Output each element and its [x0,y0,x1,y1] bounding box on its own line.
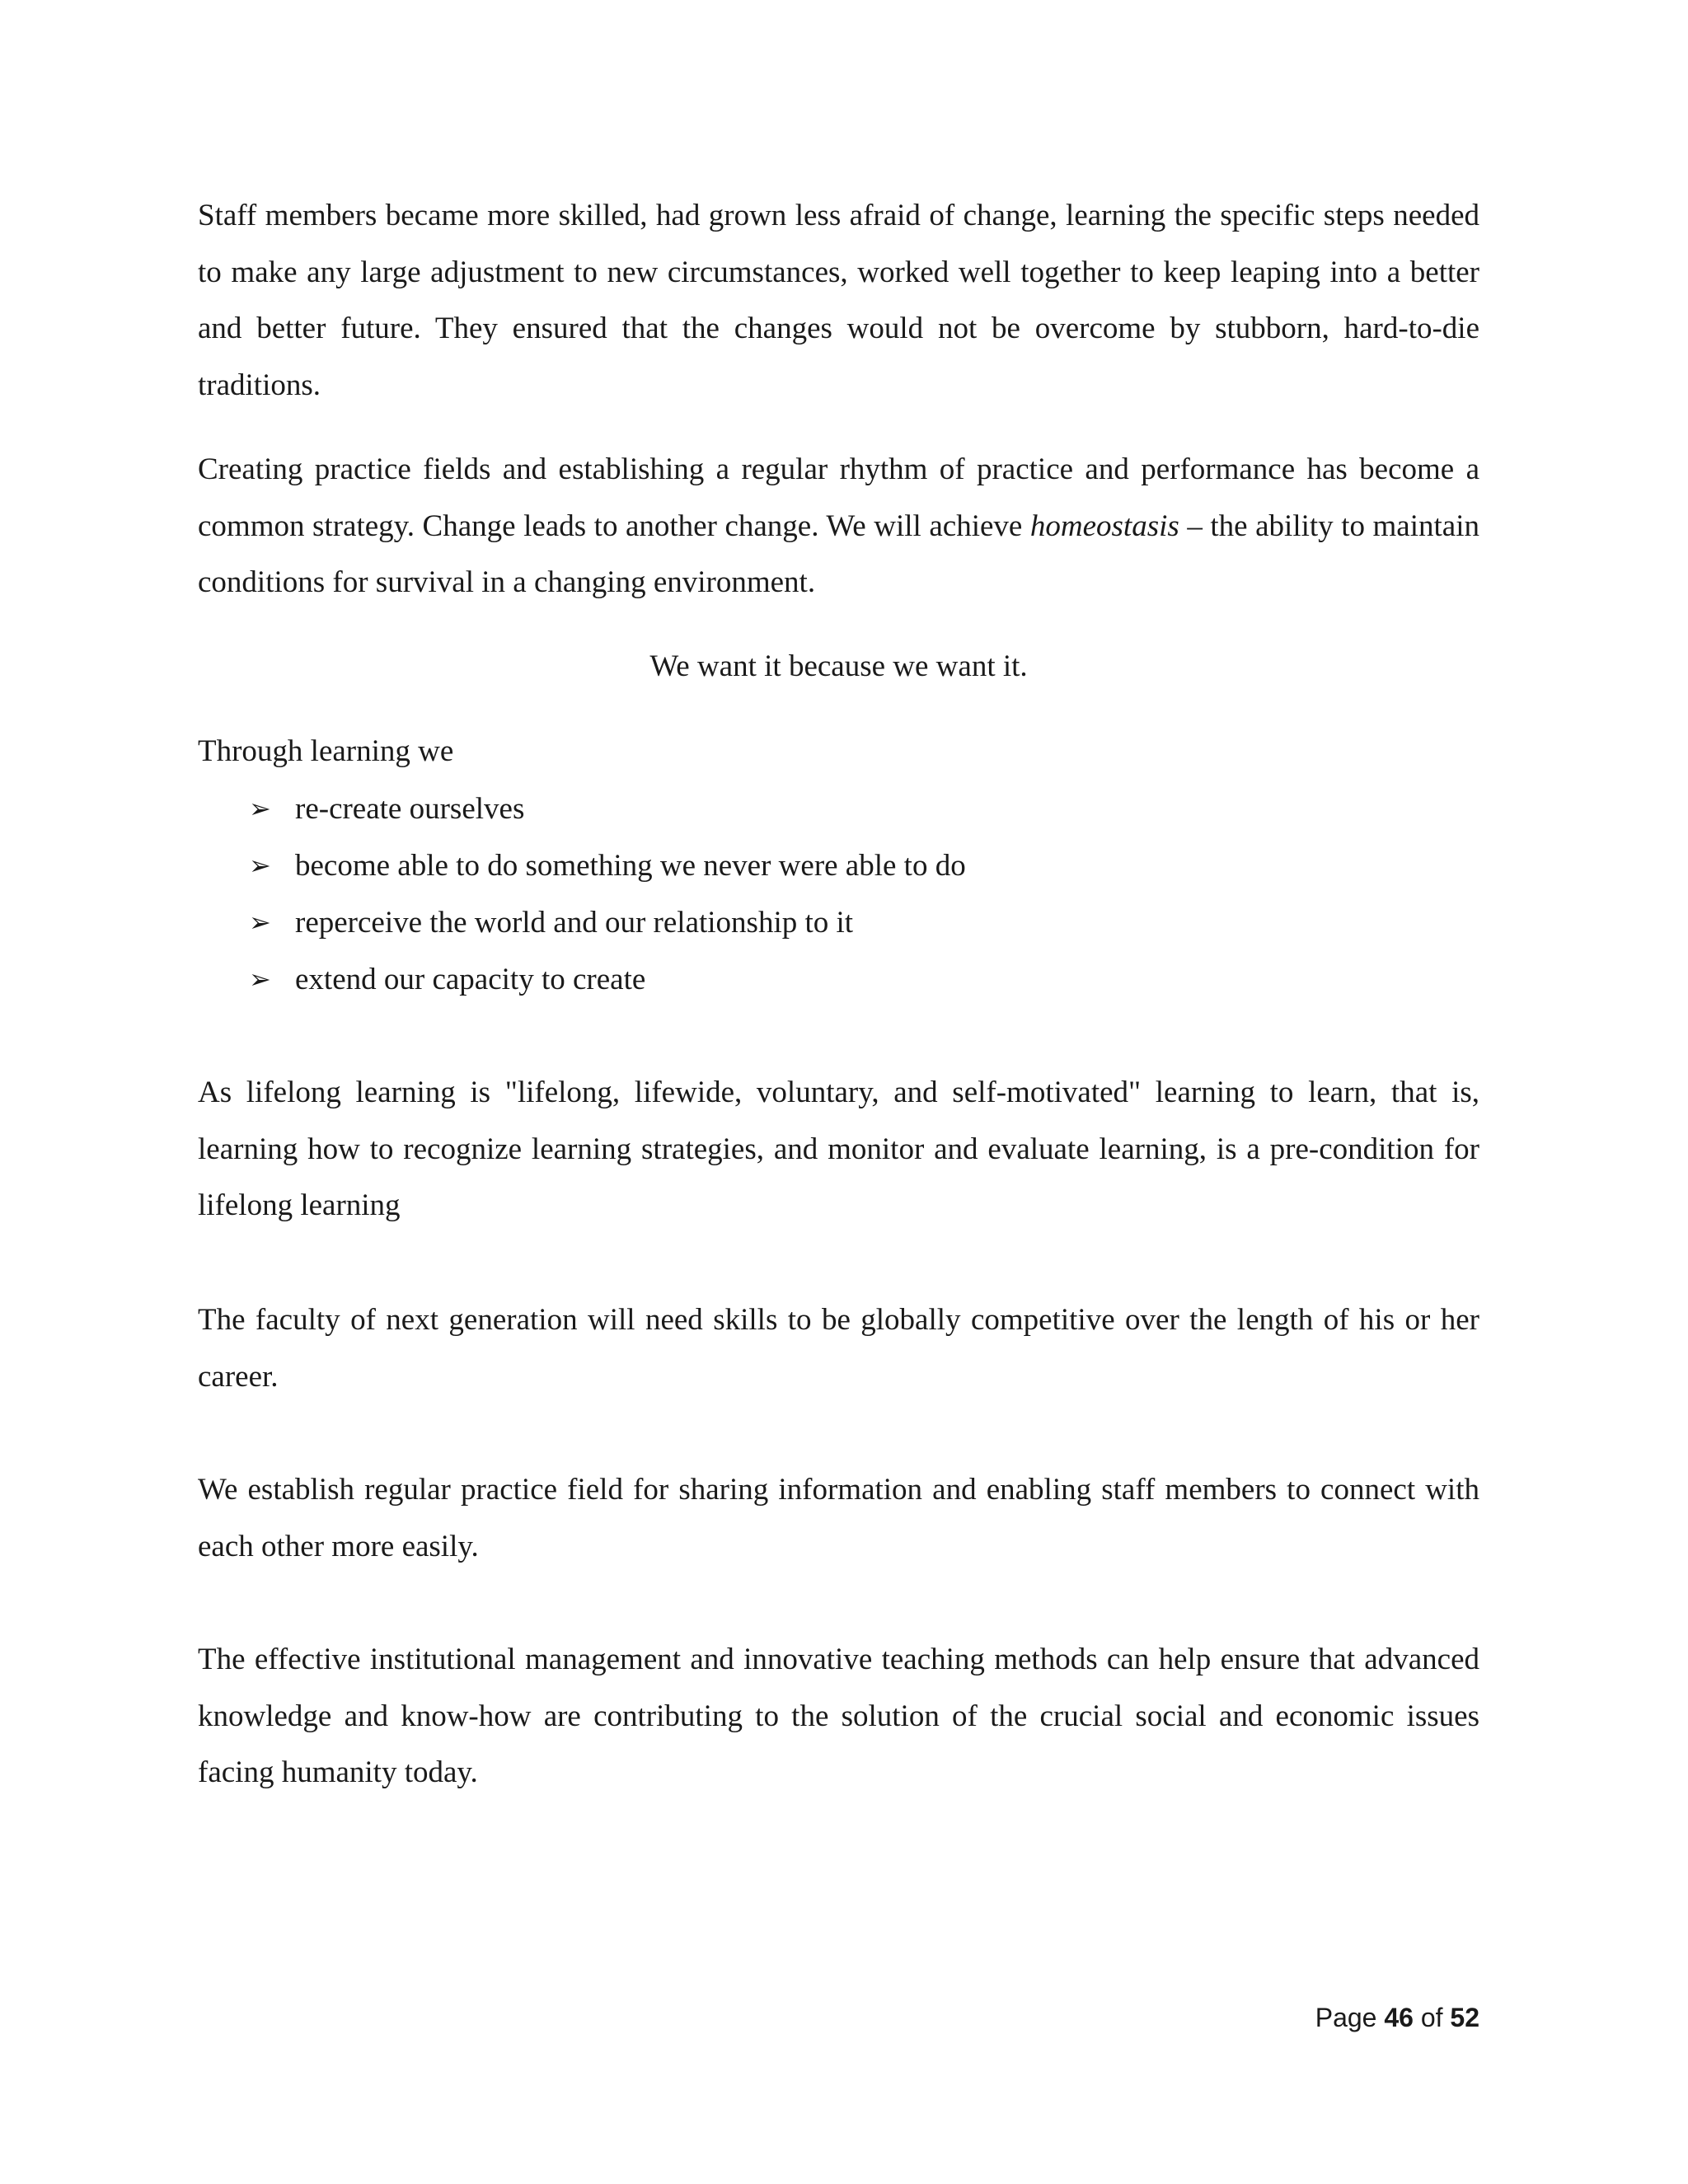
arrow-bullet-icon: ➢ [249,793,271,824]
paragraph-staff-members: Staff members became more skilled, had grown less afraid of change, learning the specific steps needed to make any large adjustment to new circumstances, worked well together to keep leaping into a better and better future. They ensured that the changes would not be overcome by stubborn, hard-to-die traditions. [198,199,1479,402]
paragraph-lifelong-learning: As lifelong learning is "lifelong, lifewide, voluntary, and self-motivated" learning to learn, that is, learning how to recognize learning strategies, and monitor and evaluate learning, is a pre-condition for lifelong learning [198,1076,1479,1222]
list-item [198,837,1479,894]
paragraph-practice-fields-text-start: Creating practice fields and establishing a regular rhythm of practice and performance has become a common strategy. Change leads to another change. We will achieve [198,452,1479,543]
paragraph-practice-field: We establish regular practice field for sharing information and enabling staff members to connect with each other more easily. [198,1473,1479,1563]
paragraph-practice-fields-text-end: – the ability to maintain conditions for survival in a changing environment. [198,509,1479,599]
paragraph-practice-fields [198,442,1479,612]
learning-bullet-list [198,780,1479,1008]
list-item-text: become able to do something we never were able to do [295,849,966,883]
paragraph-next-generation: The faculty of next generation will need skills to be globally competitive over the length of his or her career. [198,1303,1479,1394]
total-pages-number: 52 [1450,2003,1479,2032]
list-intro: Through learning we [198,734,454,768]
current-page-number: 46 [1384,2003,1414,2032]
list-item-text: reperceive the world and our relationship to it [295,906,854,940]
page-number-footer [1315,2001,1479,2034]
list-item [198,951,1479,1008]
homeostasis-term: homeostasis [1029,509,1179,543]
list-item-text: extend our capacity to create [295,963,646,996]
centered-statement: We want it because we want it. [649,649,1028,683]
arrow-bullet-icon: ➢ [249,850,271,881]
page-label: Page [1315,2003,1377,2032]
of-label: of [1420,2003,1443,2032]
paragraph-institutional-management: The effective institutional management and innovative teaching methods can help ensure that advanced knowledge and know-how are contributing to the solution of the crucial social and economic issues facing humanity today. [198,1643,1479,1789]
list-item-text: re-create ourselves [295,792,525,826]
arrow-bullet-icon: ➢ [249,963,271,995]
arrow-bullet-icon: ➢ [249,907,271,938]
list-item [198,894,1479,951]
list-item [198,780,1479,837]
